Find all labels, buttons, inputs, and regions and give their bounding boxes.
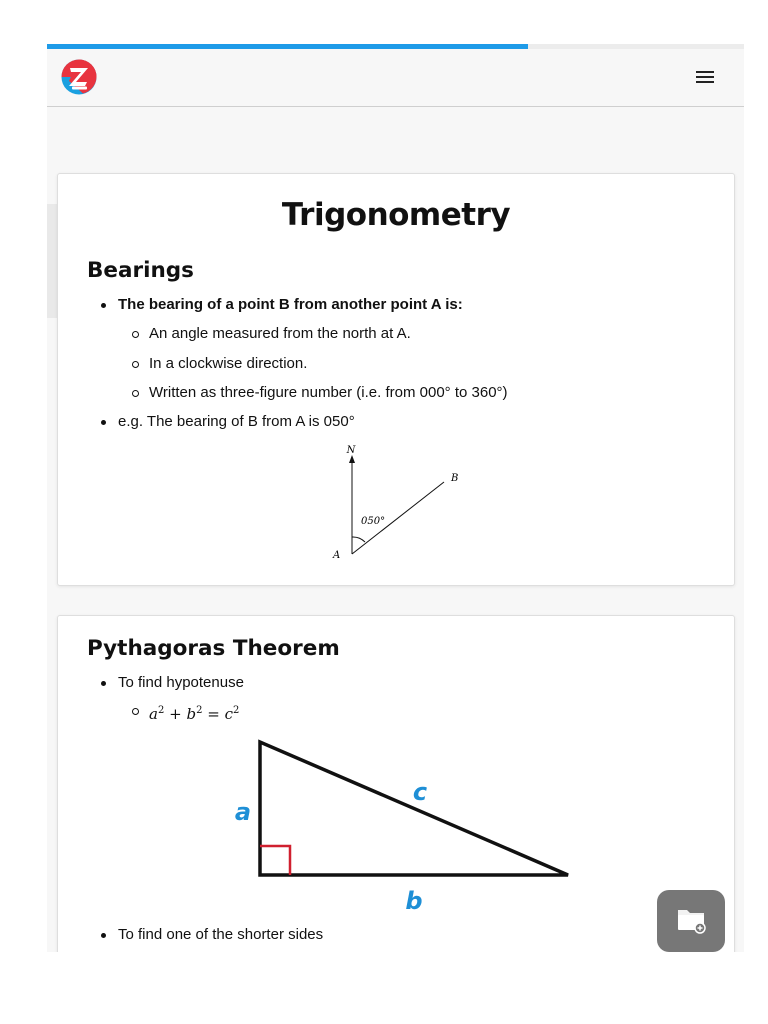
pythagoras-formula: $a^2 + b^2 = c^2$	[149, 705, 240, 723]
pythagoras-card	[57, 615, 735, 952]
list-item: The bearing of a point B from another point A is:	[118, 295, 463, 325]
page-frame	[47, 44, 744, 952]
hamburger-menu-icon[interactable]	[692, 66, 718, 88]
folder-add-icon	[657, 890, 725, 952]
bearings-card	[57, 173, 735, 586]
bearings-list	[118, 295, 463, 325]
side-a-label: a	[234, 798, 252, 826]
bearings-example-list	[118, 412, 355, 442]
bearings-heading: Bearings	[87, 258, 194, 283]
right-triangle-diagram	[223, 733, 583, 918]
list-item: In a clockwise direction.	[149, 354, 508, 384]
point-b-label: B	[451, 473, 459, 484]
pythagoras-heading: Pythagoras Theorem	[87, 636, 340, 661]
pythagoras-list-2	[118, 925, 323, 952]
north-label: N	[346, 445, 356, 456]
list-item: To find one of the shorter sides	[118, 925, 323, 952]
list-item: Written as three-figure number (i.e. from 000° to 360°)	[149, 383, 508, 413]
pythagoras-list	[118, 673, 244, 703]
point-a-label: A	[333, 550, 341, 561]
angle-label: 050°	[361, 516, 386, 527]
zzuiz-logo-icon[interactable]	[61, 59, 97, 95]
side-b-label: b	[405, 887, 423, 915]
list-item: e.g. The bearing of B from A is 050°	[118, 412, 355, 442]
bearings-sublist	[149, 324, 508, 413]
add-to-folder-button[interactable]	[657, 890, 725, 952]
side-c-label: c	[412, 778, 428, 806]
top-header	[47, 49, 744, 107]
list-item: To find hypotenuse	[118, 673, 244, 703]
formula-item	[149, 701, 239, 731]
pythagoras-sublist	[149, 701, 239, 731]
list-item: An angle measured from the north at A.	[149, 324, 508, 354]
bearing-diagram	[328, 442, 468, 567]
page-title: Trigonometry	[281, 197, 511, 233]
